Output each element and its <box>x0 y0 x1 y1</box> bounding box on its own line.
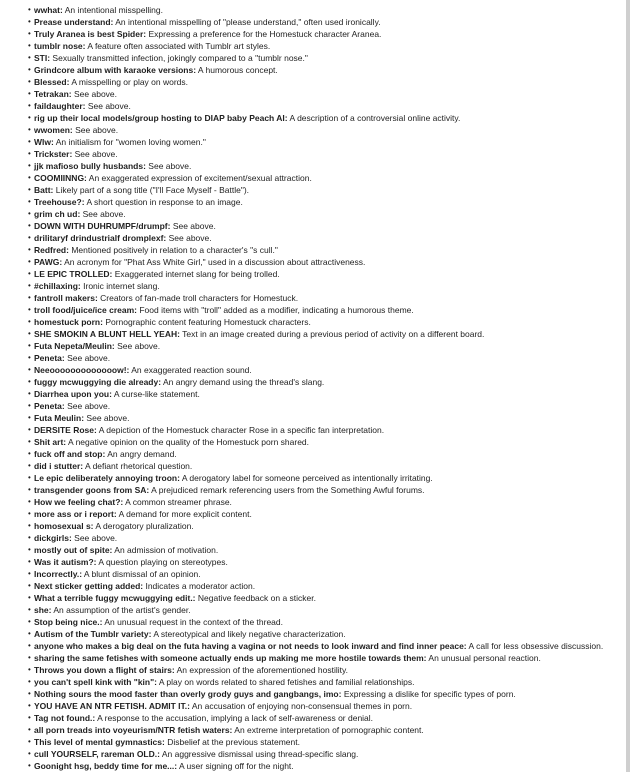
glossary-item <box>28 484 630 496</box>
glossary-item <box>28 220 630 232</box>
glossary-definition: Exaggerated internet slang for being trolled. <box>112 269 280 279</box>
glossary-term: cull YOURSELF, rareman OLD.: <box>34 749 160 759</box>
glossary-definition: Mentioned positively in relation to a character's "s cull." <box>68 245 278 255</box>
glossary-definition: See above. <box>71 89 118 99</box>
glossary-definition: An expression of the aforementioned hostility. <box>174 665 348 675</box>
glossary-item <box>28 16 630 28</box>
glossary-item <box>28 28 630 40</box>
glossary-definition: A derogatory label for someone perceived as intentionally irritating. <box>179 473 433 483</box>
glossary-term: Next sticker getting added: <box>34 581 144 591</box>
glossary-term: Goonight hsg, beddy time for me...: <box>34 761 178 771</box>
glossary-definition: Indicates a moderator action. <box>143 581 256 591</box>
glossary-term: This level of mental gymnastics: <box>34 737 165 747</box>
glossary-item <box>28 64 630 76</box>
glossary-item <box>28 664 630 676</box>
glossary-term: transgender goons from SA: <box>34 485 150 495</box>
glossary-term: more ass or i report: <box>34 509 117 519</box>
glossary-item <box>28 88 630 100</box>
glossary-term: you can't spell kink with "kin": <box>34 677 157 687</box>
glossary-item <box>28 304 630 316</box>
glossary-definition: See above. <box>72 125 119 135</box>
glossary-item <box>28 628 630 640</box>
glossary-item <box>28 604 630 616</box>
glossary-term: Peneta: <box>34 353 65 363</box>
glossary-item <box>28 4 630 16</box>
glossary-definition: Creators of fan-made troll characters for Homestuck. <box>97 293 299 303</box>
glossary-item <box>28 352 630 364</box>
glossary-term: fantroll makers: <box>34 293 98 303</box>
glossary-term: Le epic deliberately annoying troon: <box>34 473 180 483</box>
glossary-term: Blessed: <box>34 77 70 87</box>
glossary-definition: A question playing on stereotypes. <box>96 557 228 567</box>
glossary-definition: A description of a controversial online activity. <box>287 113 461 123</box>
glossary-item <box>28 172 630 184</box>
glossary-term: STI: <box>34 53 51 63</box>
glossary-term: Grindcore album with karaoke versions: <box>34 65 197 75</box>
glossary-definition: A user signing off for the night. <box>177 761 294 771</box>
glossary-definition: A common streamer phrase. <box>123 497 232 507</box>
glossary-term: rig up their local models/group hosting to DIAP baby Peach AI: <box>34 113 288 123</box>
glossary-definition: An unusual personal reaction. <box>426 653 541 663</box>
glossary-item <box>28 268 630 280</box>
glossary-item <box>28 592 630 604</box>
glossary-item <box>28 232 630 244</box>
glossary-item <box>28 616 630 628</box>
glossary-item <box>28 124 630 136</box>
glossary-item <box>28 544 630 556</box>
glossary-term: fuck off and stop: <box>34 449 106 459</box>
glossary-definition: Expressing a preference for the Homestuck character Aranea. <box>146 29 382 39</box>
glossary-item <box>28 256 630 268</box>
glossary-term: DOWN WITH DUHRUMPF/drumpf: <box>34 221 171 231</box>
glossary-term: grim ch ud: <box>34 209 81 219</box>
glossary-item <box>28 580 630 592</box>
glossary-definition: A feature often associated with Tumblr art styles. <box>85 41 271 51</box>
glossary-term: Throws you down a flight of stairs: <box>34 665 175 675</box>
glossary-item <box>28 52 630 64</box>
glossary-term: Autism of the Tumblr variety: <box>34 629 152 639</box>
glossary-term: Tetrakan: <box>34 89 72 99</box>
glossary-definition: A response to the accusation, implying a lack of self-awareness or denial. <box>95 713 374 723</box>
glossary-definition: A stereotypical and likely negative characterization. <box>151 629 346 639</box>
glossary-definition: An intentional misspelling of "please understand," often used ironically. <box>113 17 381 27</box>
glossary-definition: Likely part of a song title ("I'll Face Myself - Battle"). <box>53 185 250 195</box>
glossary-term: jjk mafioso bully husbands: <box>34 161 146 171</box>
glossary-term: dickgirls: <box>34 533 72 543</box>
vertical-scrollbar[interactable] <box>626 0 630 772</box>
glossary-definition: A short question in response to an image. <box>84 197 243 207</box>
glossary-term: COOMIINNG: <box>34 173 87 183</box>
glossary-item <box>28 376 630 388</box>
glossary-definition: An exaggerated expression of excitement/sexual attraction. <box>86 173 312 183</box>
glossary-definition: A play on words related to shared fetishes and familial relationships. <box>156 677 415 687</box>
glossary-term: Shit art: <box>34 437 67 447</box>
glossary-definition: See above. <box>145 161 192 171</box>
glossary-term: faildaughter: <box>34 101 86 111</box>
glossary-definition: A prejudiced remark referencing users from the Something Awful forums. <box>149 485 425 495</box>
glossary-definition: Sexually transmitted infection, jokingly compared to a "tumblr nose." <box>50 53 308 63</box>
glossary-term: Was it autism?: <box>34 557 97 567</box>
glossary-term: Incorrectly.: <box>34 569 83 579</box>
glossary-item <box>28 340 630 352</box>
glossary-item <box>28 460 630 472</box>
glossary-definition: An angry demand using the thread's slang. <box>161 377 325 387</box>
glossary-definition: Food items with "troll" added as a modifier, indicating a humorous theme. <box>136 305 414 315</box>
glossary-item <box>28 316 630 328</box>
glossary-item <box>28 40 630 52</box>
glossary-term: troll food/juice/ice cream: <box>34 305 137 315</box>
glossary-item <box>28 532 630 544</box>
glossary-item <box>28 280 630 292</box>
glossary-definition: An aggressive dismissal using thread-specific slang. <box>159 749 359 759</box>
glossary-item <box>28 328 630 340</box>
glossary-term: Tag not found.: <box>34 713 96 723</box>
glossary-definition: Text in an image created during a previous period of activity on a different board. <box>179 329 485 339</box>
glossary-item <box>28 292 630 304</box>
glossary-item <box>28 688 630 700</box>
glossary-term: Nothing sours the mood faster than overly grody guys and gangbangs, imo: <box>34 689 342 699</box>
glossary-term: all porn treads into voyeurism/NTR fetish waters: <box>34 725 233 735</box>
glossary-definition: See above. <box>85 101 131 111</box>
glossary-item <box>28 736 630 748</box>
glossary-item <box>28 160 630 172</box>
glossary-definition: A derogatory pluralization. <box>93 521 194 531</box>
glossary-term: Treehouse?: <box>34 197 85 207</box>
glossary-definition: See above. <box>64 401 111 411</box>
glossary-definition: See above. <box>166 233 212 243</box>
glossary-term: wwomen: <box>34 125 73 135</box>
glossary-item <box>28 208 630 220</box>
glossary-term: SHE SMOKIN A BLUNT HELL YEAH: <box>34 329 180 339</box>
glossary-term: #chillaxing: <box>34 281 81 291</box>
glossary-definition: See above. <box>114 341 161 351</box>
glossary-definition: A call for less obsessive discussion. <box>466 641 604 651</box>
glossary-item <box>28 568 630 580</box>
glossary-definition: See above. <box>170 221 216 231</box>
glossary-definition: A depiction of the Homestuck character Rose in a specific fan interpretation. <box>96 425 385 435</box>
glossary-term: Batt: <box>34 185 54 195</box>
glossary-definition: A humorous concept. <box>196 65 278 75</box>
glossary-item <box>28 388 630 400</box>
glossary-definition: An intentional misspelling. <box>62 5 163 15</box>
glossary-term: tumblr nose: <box>34 41 86 51</box>
glossary-definition: An assumption of the artist's gender. <box>51 605 191 615</box>
glossary-item <box>28 496 630 508</box>
glossary-item <box>28 724 630 736</box>
glossary-term: Futa Nepeta/Meulin: <box>34 341 115 351</box>
glossary-term: Trickster: <box>34 149 73 159</box>
glossary-definition: Ironic internet slang. <box>80 281 160 291</box>
glossary-term: wwhat: <box>34 5 63 15</box>
glossary-item <box>28 76 630 88</box>
glossary-item <box>28 400 630 412</box>
glossary-term: did i stutter: <box>34 461 84 471</box>
glossary-definition: Expressing a dislike for specific types of porn. <box>341 689 516 699</box>
glossary-definition: An admission of motivation. <box>112 545 219 555</box>
glossary-item <box>28 364 630 376</box>
glossary-item <box>28 520 630 532</box>
glossary-item <box>28 244 630 256</box>
glossary-item <box>28 136 630 148</box>
glossary-term: Stop being nice.: <box>34 617 103 627</box>
glossary-item <box>28 748 630 760</box>
glossary-term: DERSITE Rose: <box>34 425 97 435</box>
glossary-term: Truly Aranea is best Spider: <box>34 29 147 39</box>
glossary-definition: A misspelling or play on words. <box>69 77 189 87</box>
glossary-term: mostly out of spite: <box>34 545 113 555</box>
glossary-item <box>28 436 630 448</box>
glossary-term: What a terrible fuggy mcwuggying edit.: <box>34 593 196 603</box>
glossary-item <box>28 712 630 724</box>
glossary-term: Futa Meulin: <box>34 413 85 423</box>
glossary-definition: A blunt dismissal of an opinion. <box>82 569 201 579</box>
glossary-item <box>28 676 630 688</box>
glossary-definition: An extreme interpretation of pornographic content. <box>232 725 424 735</box>
glossary-term: anyone who makes a big deal on the futa having a vagina or not needs to look inward and find inner peace: <box>34 641 467 651</box>
glossary-term: Wlw: <box>34 137 54 147</box>
glossary-definition: See above. <box>84 413 130 423</box>
glossary-definition: See above. <box>80 209 126 219</box>
glossary-term: homestuck porn: <box>34 317 103 327</box>
glossary-item <box>28 700 630 712</box>
glossary-term: Peneta: <box>34 401 65 411</box>
glossary-item <box>28 448 630 460</box>
glossary-term: Prease understand: <box>34 17 114 27</box>
glossary-term: she: <box>34 605 52 615</box>
glossary-definition: See above. <box>64 353 111 363</box>
glossary-definition: See above. <box>71 533 118 543</box>
glossary-item <box>28 412 630 424</box>
glossary-item <box>28 424 630 436</box>
glossary-definition: See above. <box>72 149 118 159</box>
glossary-term: Redfred: <box>34 245 69 255</box>
glossary-item <box>28 184 630 196</box>
glossary-item <box>28 640 630 652</box>
glossary-definition: Negative feedback on a sticker. <box>195 593 317 603</box>
glossary-definition: An angry demand. <box>105 449 177 459</box>
glossary-definition: A curse-like statement. <box>111 389 200 399</box>
glossary-definition: Disbelief at the previous statement. <box>164 737 300 747</box>
glossary-item <box>28 100 630 112</box>
glossary-item <box>28 508 630 520</box>
glossary-term: fuggy mcwuggying die already: <box>34 377 162 387</box>
glossary-term: LE EPIC TROLLED: <box>34 269 113 279</box>
glossary-term: homosexual s: <box>34 521 94 531</box>
glossary-term: YOU HAVE AN NTR FETISH. ADMIT IT.: <box>34 701 190 711</box>
glossary-term: drilitaryf drindustrialf dromplexf: <box>34 233 167 243</box>
glossary-definition: An initialism for "women loving women." <box>53 137 206 147</box>
glossary-definition: A defiant rhetorical question. <box>83 461 193 471</box>
glossary-item <box>28 652 630 664</box>
glossary-term: PAWG: <box>34 257 63 267</box>
glossary-term: Diarrhea upon you: <box>34 389 112 399</box>
glossary-definition: A negative opinion on the quality of the Homestuck porn shared. <box>66 437 310 447</box>
glossary-item <box>28 148 630 160</box>
glossary-definition: An acronym for "Phat Ass White Girl," used in a discussion about attractiveness. <box>62 257 366 267</box>
glossary-term: How we feeling chat?: <box>34 497 124 507</box>
glossary-term: Neeooooooooooooow!: <box>34 365 130 375</box>
scrollbar-thumb[interactable] <box>626 0 630 772</box>
glossary-definition: An unusual request in the context of the thread. <box>102 617 283 627</box>
glossary-term: sharing the same fetishes with someone actually ends up making me more hostile towards them: <box>34 653 427 663</box>
glossary-item <box>28 472 630 484</box>
glossary-definition: A demand for more explicit content. <box>116 509 252 519</box>
glossary-item <box>28 112 630 124</box>
glossary-item <box>28 196 630 208</box>
glossary-definition: An accusation of enjoying non-consensual themes in porn. <box>190 701 413 711</box>
glossary-definition: Pornographic content featuring Homestuck characters. <box>102 317 311 327</box>
glossary-definition: An exaggerated reaction sound. <box>129 365 252 375</box>
glossary-item <box>28 760 630 772</box>
glossary-item <box>28 556 630 568</box>
